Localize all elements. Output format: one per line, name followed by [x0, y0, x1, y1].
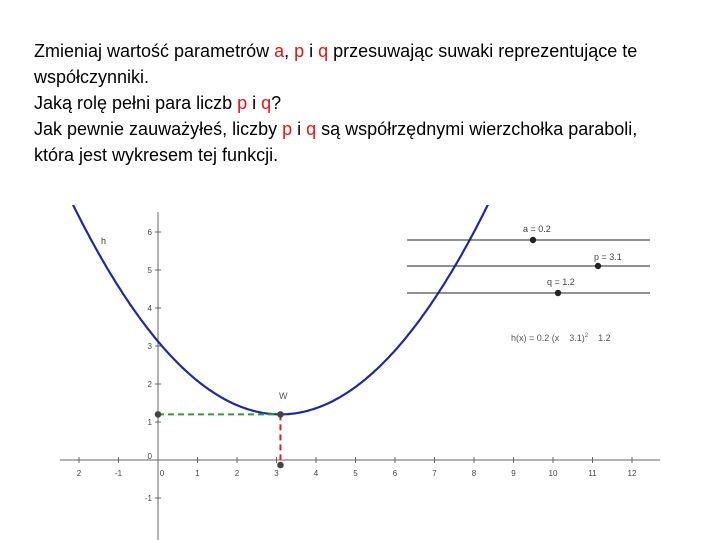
x-tick-label: 11 — [588, 469, 597, 478]
y-tick-label: 4 — [147, 304, 152, 313]
slider-p-label: p = 3.1 — [594, 252, 622, 262]
x-tick-label: 8 — [471, 469, 477, 478]
slider-a[interactable] — [407, 224, 650, 243]
x-tick-label: 12 — [627, 469, 637, 478]
x-tick-label: 4 — [313, 469, 319, 478]
x-tick-label: -1 — [114, 469, 123, 478]
instruction-line-2: współczynniki. — [34, 67, 150, 87]
question-text-span: ? — [271, 93, 282, 113]
y-tick-label: 3 — [147, 342, 152, 351]
param-p-highlight: p — [282, 119, 293, 139]
y-tick-label: 1 — [147, 418, 152, 427]
x-tick-label: 5 — [353, 469, 358, 478]
formula-middle: 3.1) — [569, 333, 585, 343]
y-tick-label: -1 — [144, 494, 152, 503]
explanation-text-span: Jak pewnie zauważyłeś, liczby — [34, 119, 283, 139]
x-tick-label: 1 — [195, 469, 200, 478]
vertex-point[interactable] — [277, 411, 284, 418]
instruction-text-span: przesuwając suwaki reprezentujące te — [328, 41, 638, 61]
formula-suffix: 1.2 — [598, 333, 611, 343]
x-tick-label: 0 — [159, 469, 165, 478]
y-axis-ticks — [145, 228, 161, 503]
x-tick-label: 2 — [234, 469, 240, 478]
instruction-text-span: i — [304, 41, 319, 61]
param-p-highlight: p — [237, 93, 248, 113]
vertex-label: W — [279, 391, 288, 401]
param-a-highlight: a — [274, 41, 285, 61]
x-tick-label: 6 — [392, 469, 398, 478]
x-tick-label: 2 — [76, 469, 82, 478]
y-tick-label: 6 — [147, 228, 152, 237]
slider-a-label: a = 0.2 — [523, 224, 551, 234]
instruction-text-span: , — [284, 41, 295, 61]
y-intercept-point[interactable] — [155, 411, 162, 418]
curve-label: h — [101, 236, 107, 246]
vertex-projection-point[interactable] — [277, 462, 284, 469]
slider-q-handle[interactable] — [555, 290, 561, 296]
y-tick-label: 0 — [147, 452, 152, 461]
x-tick-label: 3 — [274, 469, 279, 478]
formula-exponent: 2 — [584, 333, 589, 339]
slider-q-label: q = 1.2 — [547, 277, 575, 287]
y-tick-label: 5 — [147, 266, 152, 275]
formula-prefix: h(x) = 0.2 (x — [511, 333, 560, 343]
explanation-line-2: która jest wykresem tej funkcji. — [34, 145, 279, 165]
param-p-highlight: p — [294, 41, 305, 61]
param-q-highlight: q — [261, 93, 272, 113]
slider-a-handle[interactable] — [530, 237, 536, 243]
explanation-text-span: i — [292, 119, 307, 139]
question-text-span: Jaką rolę pełni para liczb — [34, 93, 238, 113]
explanation-text-span: są współrzędnymi wierzchołka paraboli, — [316, 119, 638, 139]
parabola-curve[interactable] — [40, 0, 650, 414]
y-tick-label: 2 — [147, 380, 152, 389]
x-tick-label: 7 — [432, 469, 437, 478]
x-tick-label: 9 — [511, 469, 516, 478]
param-q-highlight: q — [306, 119, 317, 139]
question-text-span: i — [247, 93, 262, 113]
instruction-text-span: Zmieniaj wartość parametrów — [34, 41, 275, 61]
param-q-highlight: q — [318, 41, 329, 61]
slider-p[interactable] — [407, 252, 650, 269]
function-formula — [511, 333, 611, 343]
slider-p-handle[interactable] — [595, 263, 601, 269]
x-tick-label: 10 — [548, 469, 558, 478]
